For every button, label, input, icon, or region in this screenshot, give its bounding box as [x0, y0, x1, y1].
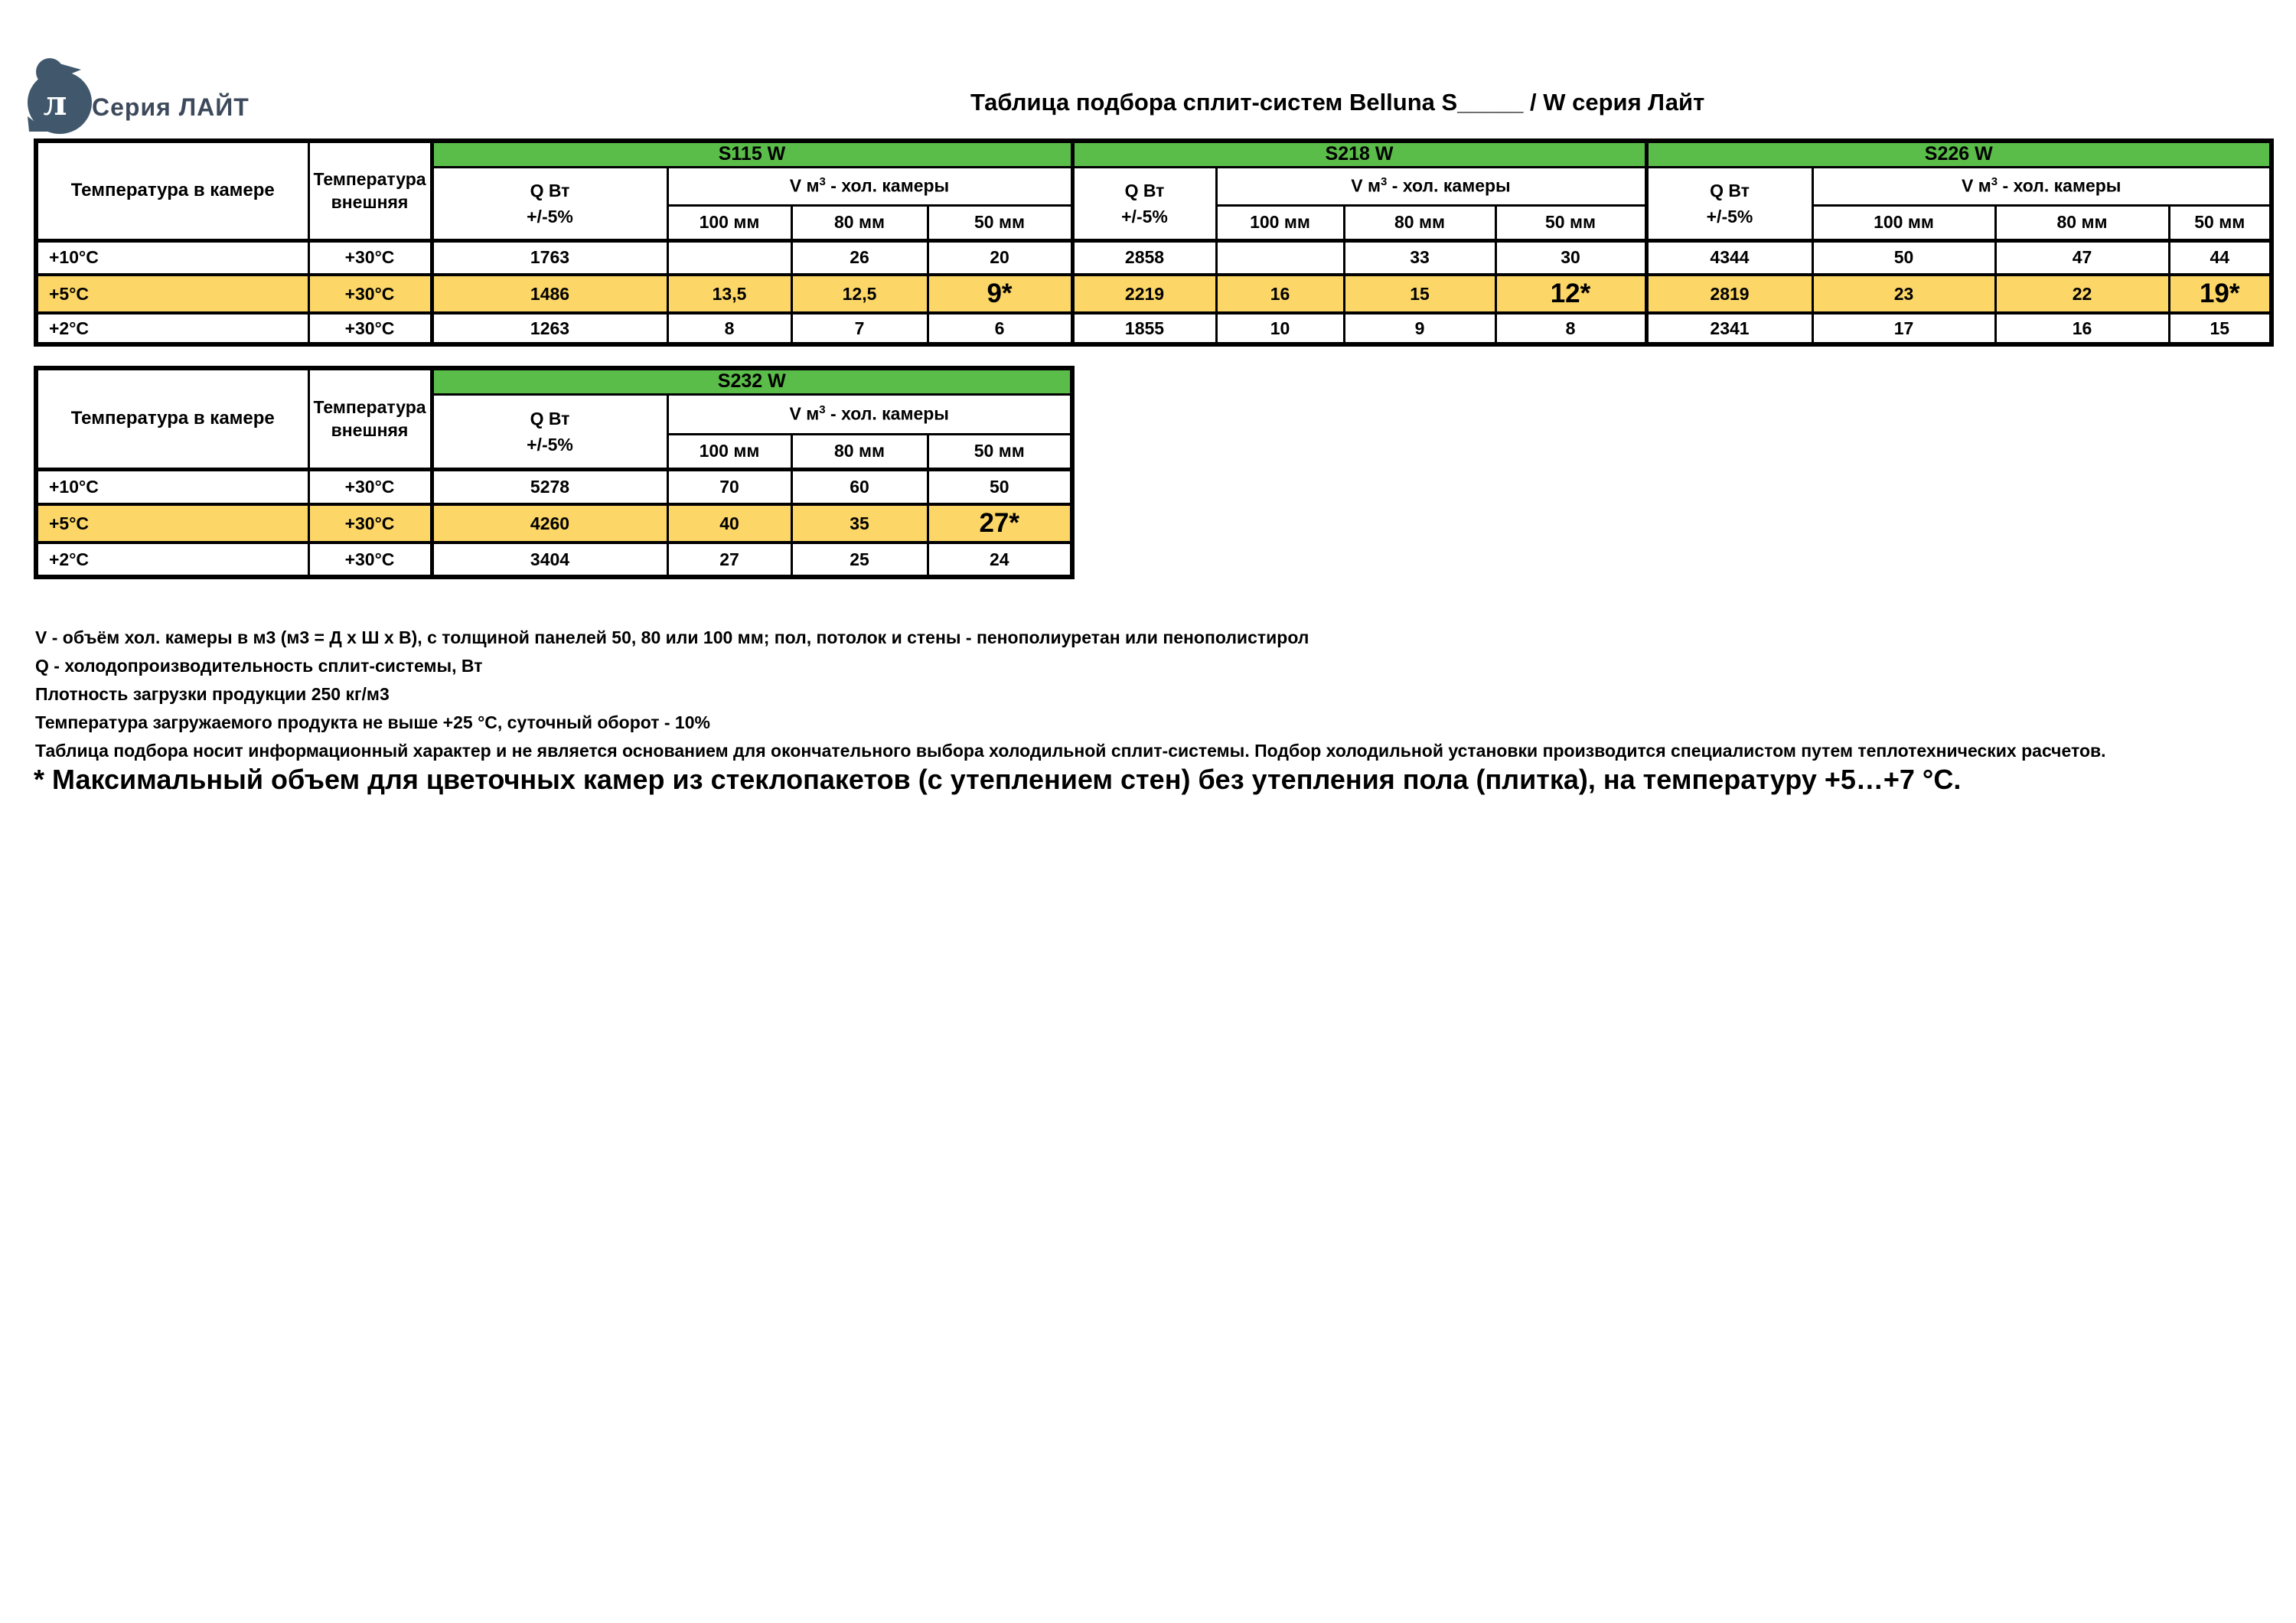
note-line-q: Q - холодопроизводительность сплит-системы, Вт — [35, 656, 483, 676]
temp-outside-cell: +30°C — [308, 543, 432, 577]
volume-cell: 47 — [1995, 240, 2169, 275]
thickness-50: 50 мм — [2169, 205, 2272, 240]
note-line-product-temp: Температура загружаемого продукта не выше +25 °C, суточный оборот - 10% — [35, 712, 710, 732]
q-header — [432, 394, 667, 469]
model-header-row — [36, 368, 1072, 394]
thickness-100: 100 мм — [667, 205, 791, 240]
volume-cell: 24 — [928, 543, 1072, 577]
volume-cell-max: 12* — [1495, 275, 1646, 313]
volume-cell — [667, 240, 791, 275]
table-row-plus5-highlighted — [36, 275, 2272, 313]
thickness-50: 50 мм — [928, 434, 1072, 469]
q-tolerance: +/-5% — [527, 434, 573, 455]
thickness-80: 80 мм — [1995, 205, 2169, 240]
temp-chamber-cell: +5°C — [36, 504, 308, 543]
volume-cell: 12,5 — [791, 275, 928, 313]
volume-cell: 50 — [928, 469, 1072, 504]
volume-cell: 16 — [1995, 313, 2169, 344]
header-temp-outside — [308, 141, 432, 240]
q-tolerance: +/-5% — [527, 206, 573, 227]
header-temp-outside-line1: Температура — [313, 169, 426, 190]
q-header — [1072, 167, 1216, 240]
footnote-asterisk: * Максимальный объем для цветочных камер из стеклопакетов (с утеплением стен) без утепления пола (плитка), на температуру +5…+7 °C. — [34, 764, 1962, 795]
q-tolerance: +/-5% — [1121, 206, 1168, 227]
capacity-cell: 3404 — [432, 543, 667, 577]
volume-cell: 16 — [1216, 275, 1344, 313]
temp-outside-cell: +30°C — [308, 504, 432, 543]
q-label: Q Вт — [530, 408, 570, 429]
series-label: Серия ЛАЙТ — [92, 93, 249, 121]
volume-cell: 35 — [791, 504, 928, 543]
v-header: V $м^3$ - хол. камеры — [1812, 167, 2272, 205]
model-header-s218w: S218 W — [1072, 141, 1646, 167]
temp-outside-cell: +30°C — [308, 240, 432, 275]
volume-cell: 23 — [1812, 275, 1995, 313]
header-temp-outside-line1: Температура — [313, 397, 426, 418]
capacity-cell: 1855 — [1072, 313, 1216, 344]
note-line-disclaimer: Таблица подбора носит информационный характер и не является основанием для окончательного выбора холодильной сплит-системы. Подбор холодильной установки производится специалистом путем теплотехнических расчетов. — [35, 741, 2106, 761]
q-label: Q Вт — [1710, 180, 1750, 200]
model-header-s232w: S232 W — [432, 368, 1072, 394]
volume-cell: 8 — [1495, 313, 1646, 344]
penguin-icon — [21, 52, 98, 136]
thickness-100: 100 мм — [1216, 205, 1344, 240]
volume-cell: 10 — [1216, 313, 1344, 344]
thickness-80: 80 мм — [791, 205, 928, 240]
model-header-s115w: S115 W — [432, 141, 1072, 167]
temp-chamber-cell: +5°C — [36, 275, 308, 313]
table-row-plus10 — [36, 240, 2272, 275]
volume-cell: 7 — [791, 313, 928, 344]
capacity-cell: 2341 — [1646, 313, 1812, 344]
temp-outside-cell: +30°C — [308, 469, 432, 504]
temp-chamber-cell: +10°C — [36, 469, 308, 504]
capacity-cell: 4260 — [432, 504, 667, 543]
header-temp-outside-line2: внешняя — [331, 420, 409, 441]
brand-logo — [21, 52, 98, 140]
volume-cell-max: 9* — [928, 275, 1072, 313]
volume-cell: 44 — [2169, 240, 2272, 275]
table-row-plus10 — [36, 469, 1072, 504]
model-header-row — [36, 141, 2272, 167]
header-temp-chamber: Температура в камере — [36, 368, 308, 469]
selection-table-s232 — [34, 366, 1075, 579]
volume-cell-max: 19* — [2169, 275, 2272, 313]
volume-cell — [1216, 240, 1344, 275]
capacity-cell: 2819 — [1646, 275, 1812, 313]
header-temp-chamber: Температура в камере — [36, 141, 308, 240]
volume-cell: 9 — [1344, 313, 1495, 344]
thickness-80: 80 мм — [1344, 205, 1495, 240]
note-line-density: Плотность загрузки продукции 250 кг/м3 — [35, 684, 390, 704]
temp-chamber-cell: +10°C — [36, 240, 308, 275]
volume-cell: 20 — [928, 240, 1072, 275]
note-line-v: V - объём хол. камеры в м3 (м3 = Д х Ш х В), с толщиной панелей 50, 80 или 100 мм; пол, потолок и стены - пенополиуретан или пенополистирол — [35, 627, 1309, 647]
capacity-cell: 1763 — [432, 240, 667, 275]
volume-cell: 33 — [1344, 240, 1495, 275]
volume-cell: 30 — [1495, 240, 1646, 275]
thickness-50: 50 мм — [928, 205, 1072, 240]
header-temp-outside — [308, 368, 432, 469]
capacity-cell: 4344 — [1646, 240, 1812, 275]
volume-cell: 15 — [2169, 313, 2272, 344]
model-header-s226w: S226 W — [1646, 141, 2272, 167]
temp-outside-cell: +30°C — [308, 275, 432, 313]
capacity-cell: 5278 — [432, 469, 667, 504]
capacity-cell: 2219 — [1072, 275, 1216, 313]
temp-chamber-cell: +2°C — [36, 313, 308, 344]
v-header: V $м^3$ - хол. камеры — [667, 394, 1072, 434]
volume-cell: 8 — [667, 313, 791, 344]
thickness-80: 80 мм — [791, 434, 928, 469]
volume-cell-max: 27* — [928, 504, 1072, 543]
capacity-cell: 2858 — [1072, 240, 1216, 275]
temp-chamber-cell: +2°C — [36, 543, 308, 577]
volume-cell: 15 — [1344, 275, 1495, 313]
volume-cell: 70 — [667, 469, 791, 504]
q-label: Q Вт — [1124, 180, 1165, 200]
selection-table-primary — [34, 139, 2274, 347]
q-label: Q Вт — [530, 180, 570, 200]
volume-cell: 60 — [791, 469, 928, 504]
thickness-100: 100 мм — [1812, 205, 1995, 240]
capacity-cell: 1486 — [432, 275, 667, 313]
thickness-100: 100 мм — [667, 434, 791, 469]
table-row-plus2 — [36, 313, 2272, 344]
q-tolerance: +/-5% — [1706, 206, 1753, 227]
temp-outside-cell: +30°C — [308, 313, 432, 344]
table-row-plus2 — [36, 543, 1072, 577]
volume-cell: 22 — [1995, 275, 2169, 313]
notes-block — [35, 627, 2106, 769]
volume-cell: 25 — [791, 543, 928, 577]
v-header: V $м^3$ - хол. камеры — [667, 167, 1072, 205]
page-title: Таблица подбора сплит-систем Belluna S_____ / W серия Лайт — [970, 89, 1705, 116]
volume-cell: 6 — [928, 313, 1072, 344]
volume-cell: 27 — [667, 543, 791, 577]
volume-cell: 40 — [667, 504, 791, 543]
table-row-plus5-highlighted — [36, 504, 1072, 543]
volume-cell: 13,5 — [667, 275, 791, 313]
volume-cell: 17 — [1812, 313, 1995, 344]
capacity-cell: 1263 — [432, 313, 667, 344]
q-header — [1646, 167, 1812, 240]
q-header — [432, 167, 667, 240]
logo-letter: л — [43, 84, 67, 123]
volume-cell: 26 — [791, 240, 928, 275]
v-header: V $м^3$ - хол. камеры — [1216, 167, 1646, 205]
header-temp-outside-line2: внешняя — [331, 192, 409, 213]
thickness-50: 50 мм — [1495, 205, 1646, 240]
volume-cell: 50 — [1812, 240, 1995, 275]
